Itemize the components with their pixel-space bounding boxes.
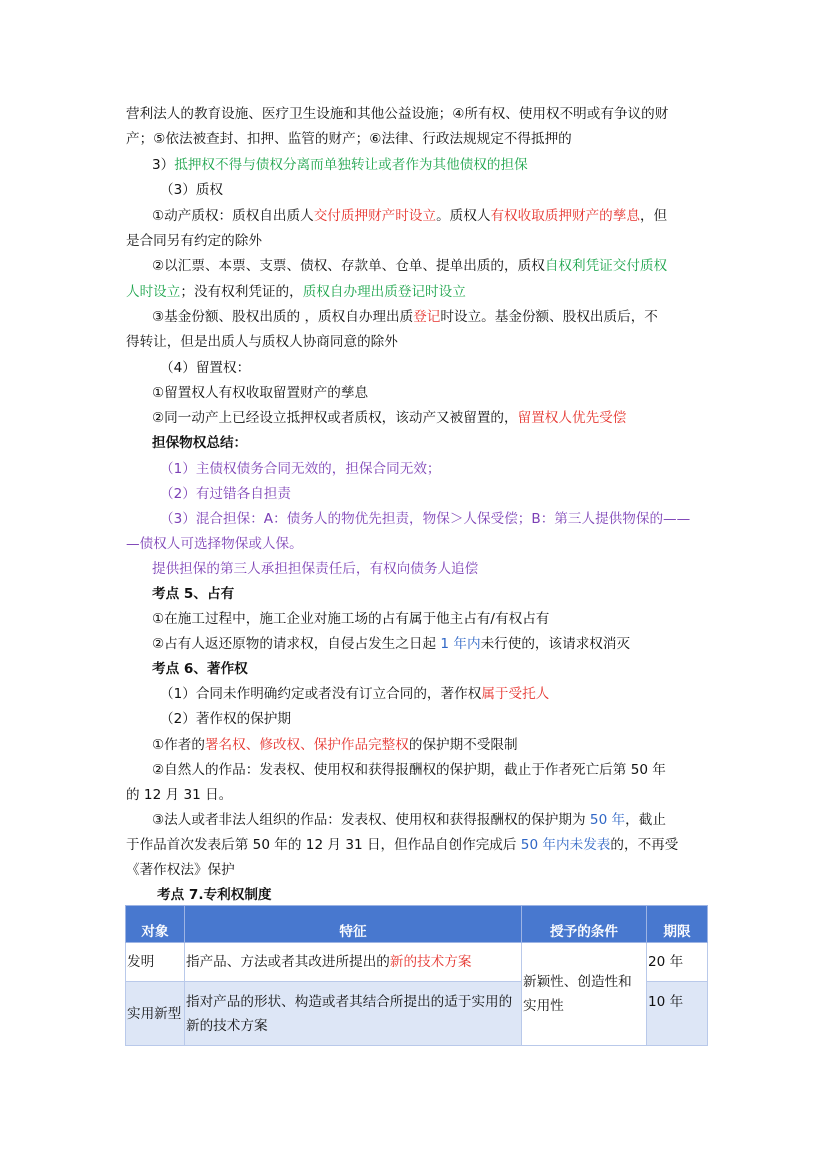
para-movable-pledge-cont: 是合同另有约定的除外	[126, 233, 262, 249]
para-copyright-2: （2）著作权的保护期	[160, 711, 291, 727]
heading-pledge: （3）质权	[160, 182, 224, 198]
summary-item-3-cont: —债权人可选择物保或人保。	[126, 536, 303, 552]
col-header-feature: 特征	[185, 906, 522, 943]
heading-lien: （4）留置权：	[160, 360, 251, 376]
summary-item-1: （1）主债权债务合同无效的，担保合同无效；	[160, 461, 441, 477]
para-collateral-list-end: 产；⑤依法被查封、扣押、监管的财产；⑥法律、行政法规规定不得抵押的	[126, 131, 572, 147]
heading-point-5: 考点 5、占有	[152, 586, 235, 602]
para-movable-pledge: ①动产质权：质权自出质人交付质押财产时设立。质权人有权收取质押财产的孳息，但	[152, 208, 668, 224]
cell-feature: 指对产品的形状、构造或者其结合所提出的适于实用的新的技术方案	[185, 982, 522, 1046]
para-lien-1: ①留置权人有权收取留置财产的孳息	[152, 385, 369, 401]
table-header-row	[126, 906, 708, 943]
para-possession-1: ①在施工过程中，施工企业对施工场的占有属于他主占有/有权占有	[152, 611, 550, 627]
para-right-pledge: ②以汇票、本票、支票、债权、存款单、仓单、提单出质的，质权自权利凭证交付质权	[152, 258, 668, 274]
cell-term: 10 年	[647, 982, 708, 1046]
para-copyright-1: （1）合同未作明确约定或者没有订立合同的，著作权属于受托人	[160, 686, 550, 702]
para-copyright-natural-cont: 的 12 月 31 日。	[126, 787, 233, 803]
para-copyright-entity-end: 《著作权法》保护	[126, 862, 235, 878]
cell-feature: 指产品、方法或者其改进所提出的新的技术方案	[185, 943, 522, 982]
para-possession-2: ②占有人返还原物的请求权，自侵占发生之日起 1 年内未行使的，该请求权消灭	[152, 636, 631, 652]
para-equity-pledge-cont: 得转让，但是出质人与质权人协商同意的除外	[126, 334, 398, 350]
para-collateral-list-cont: 营利法人的教育设施、医疗卫生设施和其他公益设施；④所有权、使用权不明或有争议的财	[126, 106, 669, 122]
summary-item-2: （2）有过错各自担责	[160, 486, 291, 502]
col-header-term: 期限	[647, 906, 708, 943]
heading-point-6: 考点 6、著作权	[152, 661, 248, 677]
summary-recourse: 提供担保的第三人承担担保责任后，有权向债务人追偿	[152, 561, 479, 577]
para-right-pledge-cont: 人时设立；没有权利凭证的，质权自办理出质登记时设立	[126, 284, 466, 300]
heading-point-7: 考点 7.专利权制度	[157, 887, 272, 903]
para-copyright-entity-cont: 于作品首次发表后第 50 年的 12 月 31 日，但作品自创作完成后 50 年内未发表的，不再受	[126, 837, 679, 853]
cell-object: 发明	[126, 943, 185, 982]
para-copyright-natural: ②自然人的作品：发表权、使用权和获得报酬权的保护期，截止于作者死亡后第 50 年	[152, 762, 666, 778]
table-row	[126, 943, 708, 982]
summary-item-3: （3）混合担保：A：债务人的物优先担责，物保＞人保受偿；B：第三人提供物保的——	[160, 511, 691, 527]
patent-table	[125, 905, 708, 1046]
col-header-condition: 授予的条件	[522, 906, 647, 943]
cell-term: 20 年	[647, 943, 708, 982]
col-header-object: 对象	[126, 906, 185, 943]
para-copyright-moral: ①作者的署名权、修改权、保护作品完整权的保护期不受限制	[152, 737, 518, 753]
para-copyright-entity: ③法人或者非法人组织的作品：发表权、使用权和获得报酬权的保护期为 50 年，截止	[152, 812, 666, 828]
para-lien-2: ②同一动产上已经设立抵押权或者质权，该动产又被留置的，留置权人优先受偿	[152, 410, 627, 426]
cell-object: 实用新型	[126, 982, 185, 1046]
para-equity-pledge: ③基金份额、股权出质的 ，质权自办理出质登记时设立。基金份额、股权出质后，不	[152, 309, 658, 325]
cell-condition: 新颖性、创造性和实用性	[522, 943, 647, 1046]
heading-security-summary: 担保物权总结：	[152, 435, 248, 451]
para-mortgage-rule-3: 3）抵押权不得与债权分离而单独转让或者作为其他债权的担保	[152, 157, 528, 173]
